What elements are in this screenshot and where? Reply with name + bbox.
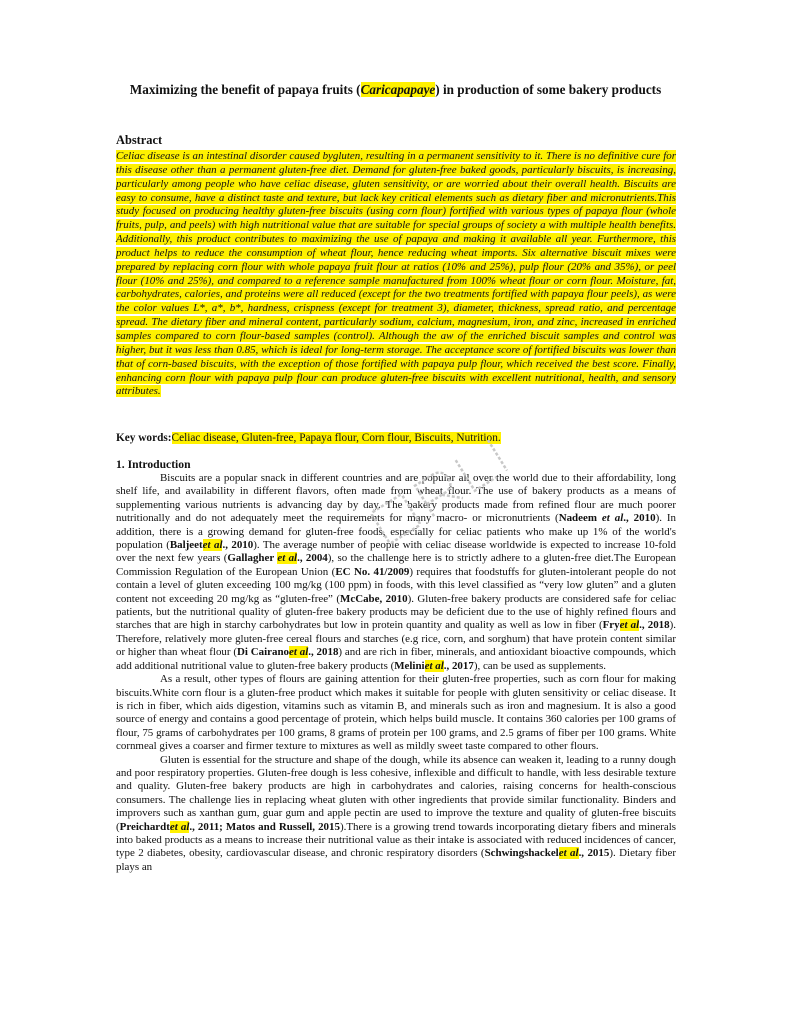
citation-etal-highlighted: et al (169, 820, 190, 833)
title-text-before: Maximizing the benefit of papaya fruits ( (129, 82, 361, 97)
citation-author: McCabe, 2010 (340, 592, 408, 605)
citation-etal-highlighted: et al (619, 619, 640, 632)
citation-etal-highlighted: et al (424, 659, 444, 672)
paragraph-text-run: ). Dietary fiber plays an (116, 847, 677, 873)
paragraph-text-run: ). In addition, there is a growing demand for gluten-free foods, especially for celiac patients who make up 1% of the world's population ( (116, 512, 676, 552)
paragraph-text-run: ). The average number of people with celiac disease worldwide is expected to increase 10-fold over the next few years ( (116, 539, 676, 565)
citation-author: Gallagher (227, 552, 278, 565)
paragraph-text-run: ), so the challenge here is to strictly adhere to a gluten-free diet.The European Commission Regulation of the European Union ( (116, 552, 676, 578)
citation-etal-highlighted: et al (277, 552, 298, 565)
intro-paragraph-2: As a result, other types of flours are gaining attention for their gluten-free properties, such as corn flour for making biscuits.White corn flour is a gluten-free product which makes it suitable for people with gluten sensitivity or celiac disease. It is rich in fiber, which aids digestion, vitamins such as vitamin B, and minerals such as iron and magnesium. It is also a good source of energy and contains a good percentage of protein, which helps build muscle. It contains 360 calories per 100 grams of flour, 75 grams of carbohydrates per 100 grams, 8 grams of protein per 100 grams, and 2.5 grams of fiber per 100 grams. White cornmeal gives a coarser and firmer texture to mixtures as well as mildly sweet taste compared to other flours. (116, 673, 676, 753)
paragraph-text-run: ). Gluten-free bakery products are considered safe for celiac patients, but the nutritional quality of gluten-free bakery products may be deficient due to the use of highly refined flours and starches that are high in starchy carbohydrates but low in protein quantity and quality as well as low in fiber ( (116, 592, 676, 632)
citation-author: Nadeem (558, 512, 602, 525)
citation-author: ., 2018 (639, 619, 670, 632)
paragraph-text-run: ), can be used as supplements. (473, 659, 606, 672)
citation-author: ., 2017 (443, 659, 474, 672)
citation-author: Schwingshackel (484, 847, 559, 860)
citation-author: ., 2010 (222, 539, 254, 552)
keywords-text: Celiac disease, Gluten-free, Papaya flour, Corn flour, Biscuits, Nutrition. (171, 432, 501, 444)
citation-etal-highlighted: et al (289, 646, 309, 659)
paragraph-text-run: ). Therefore, relatively more gluten-free cereal flours and starches (e.g rice, corn, and sorghum) that have protein content similar or higher than wheat flour ( (116, 619, 677, 659)
title-species-name: Caricapapaye (360, 82, 436, 97)
paragraph-text-run: ) and are rich in fiber, minerals, and antioxidant bioactive compounds, which add additional nutritional value to gluten-free bakery products ( (116, 646, 677, 672)
citation-author: ., 2015 (578, 847, 610, 860)
abstract-heading: Abstract (116, 133, 163, 147)
citation-author: ., 2018 (308, 646, 339, 659)
citation-author: Di Cairano (236, 646, 290, 659)
citation-etal: et al (601, 512, 624, 525)
citation-author: Melini (394, 659, 425, 672)
citation-author: Fry (602, 619, 620, 632)
introduction-body (116, 472, 676, 874)
citation-author: ., 2004 (297, 552, 328, 565)
citation-etal-highlighted: et al (558, 847, 579, 860)
paper-title (60, 82, 731, 98)
citation-author: Baljeet (169, 539, 203, 552)
paragraph-text-run: Biscuits are a popular snack in different countries and are popular all over the world due to their affordability, long shelf life, and availability in different flavors, often made from wheat flour. The use of bakery products as a means of supplementing various nutrients is advancing day by day. The bakery products made from refined flour are much poorer nutritionally and do not adequately meet the requirements for many macro- or micronutrients ( (116, 472, 676, 525)
intro-paragraph-1 (116, 472, 676, 673)
intro-paragraph-3 (116, 754, 676, 875)
citation-author: Preichardt (119, 820, 170, 833)
abstract-body (116, 150, 676, 399)
paragraph-text-run: ) requires that foodstuffs for gluten-intolerant people do not contain a level of gluten exceeding 100 mg/kg (100 ppm) in foods, with this level classified as “very low gluten” and a gluten content not exceeding 20 mg/kg as “gluten-free” ( (116, 565, 676, 605)
keywords-label: Key words: (116, 432, 172, 444)
citation-author: EC No. 41/2009 (335, 565, 410, 578)
paragraph-text-run: ).There is a growing trend towards incorporating dietary fibers and minerals into baked products as a means to increase their nutritional value as their intake is associated with reduced incidences of cancer, type 2 diabetes, obesity, cardiovascular disease, and chronic respiratory disorders ( (116, 820, 676, 860)
citation-etal-highlighted: et al (202, 539, 223, 552)
keywords-line (116, 431, 676, 445)
abstract-text: Celiac disease is an intestinal disorder caused bygluten, resulting in a permanent sensitivity to it. There is no definitive cure for this disease other than a permanent gluten-free diet. Demand for gluten-free baked goods, particularly biscuits, is increasing, particularly among people who have celiac disease, gluten sensitivity, or are worried about their overall health. Biscuits are easy to consume, have a distinct taste and texture, but lack key critical elements such as dietary fiber and micronutrients.This study focused on producing healthy gluten-free biscuits (using corn flour) fortified with various types of papaya flour (whole fruits, pulp, and peels) with high nutritional value that are suitable for special groups of society a with multiple health benefits. Additionally, this product contributes to maximizing the use of papaya and making it available all year. Furthermore, this product helps to reduce the consumption of wheat flour, hence reducing wheat imports. Six alternative biscuit mixes were prepared by replacing corn flour with whole papaya fruit flour at ratios (10% and 25%), pulp flour (20% and 35%), or peel flour (10% and 25%), and compared to a reference sample manufactured from 100% wheat flour or corn flour. Moisture, fat, carbohydrates, calories, and proteins were all reduced (except for the two treatments fortified with papaya flour peels), as were the color values L*, a*, b*, hardness, crispness (except for treatment 3), diameter, thickness, spread ratio, and percentage spread. The dietary fiber and mineral content, particularly sodium, calcium, magnesium, iron, and zinc, increased in enriched samples compared to corn flour-based samples (control). Although the aw of the enriched biscuit samples and control was higher, but it was less than 0.85, which is ideal for long-term storage. The acceptance score of fortified biscuits was lower than that of corn-based biscuits, with the exception of those fortified with papaya pulp flour, which received the best score. Finally, enhancing corn flour with papaya pulp flour can produce gluten-free biscuits with excellent nutritional, health, and sensory attributes. (116, 150, 676, 398)
title-text-after: ) in production of some bakery products (435, 82, 662, 97)
citation-author: ., 2010 (623, 512, 656, 525)
paragraph-text-run: Gluten is essential for the structure and shape of the dough, while its absence can weaken it, leading to a runny dough and poor respiratory properties. Gluten-free dough is less cohesive, inflexible and difficult to handle, with less desirable texture and quality. Gluten-free bakery products are high in carbohydrates and calories, raising concerns for health-conscious consumers. The challenge lies in replacing wheat gluten with other ingredients that provide similar functionality. Binders and improvers such as xanthan gum, guar gum and apple pectin are used to improve the texture and quality of gluten-free biscuits ( (116, 753, 676, 833)
section-heading-introduction: 1. Introduction (116, 458, 191, 471)
citation-author: ., 2011; Matos and Russell, 2015 (189, 820, 340, 833)
